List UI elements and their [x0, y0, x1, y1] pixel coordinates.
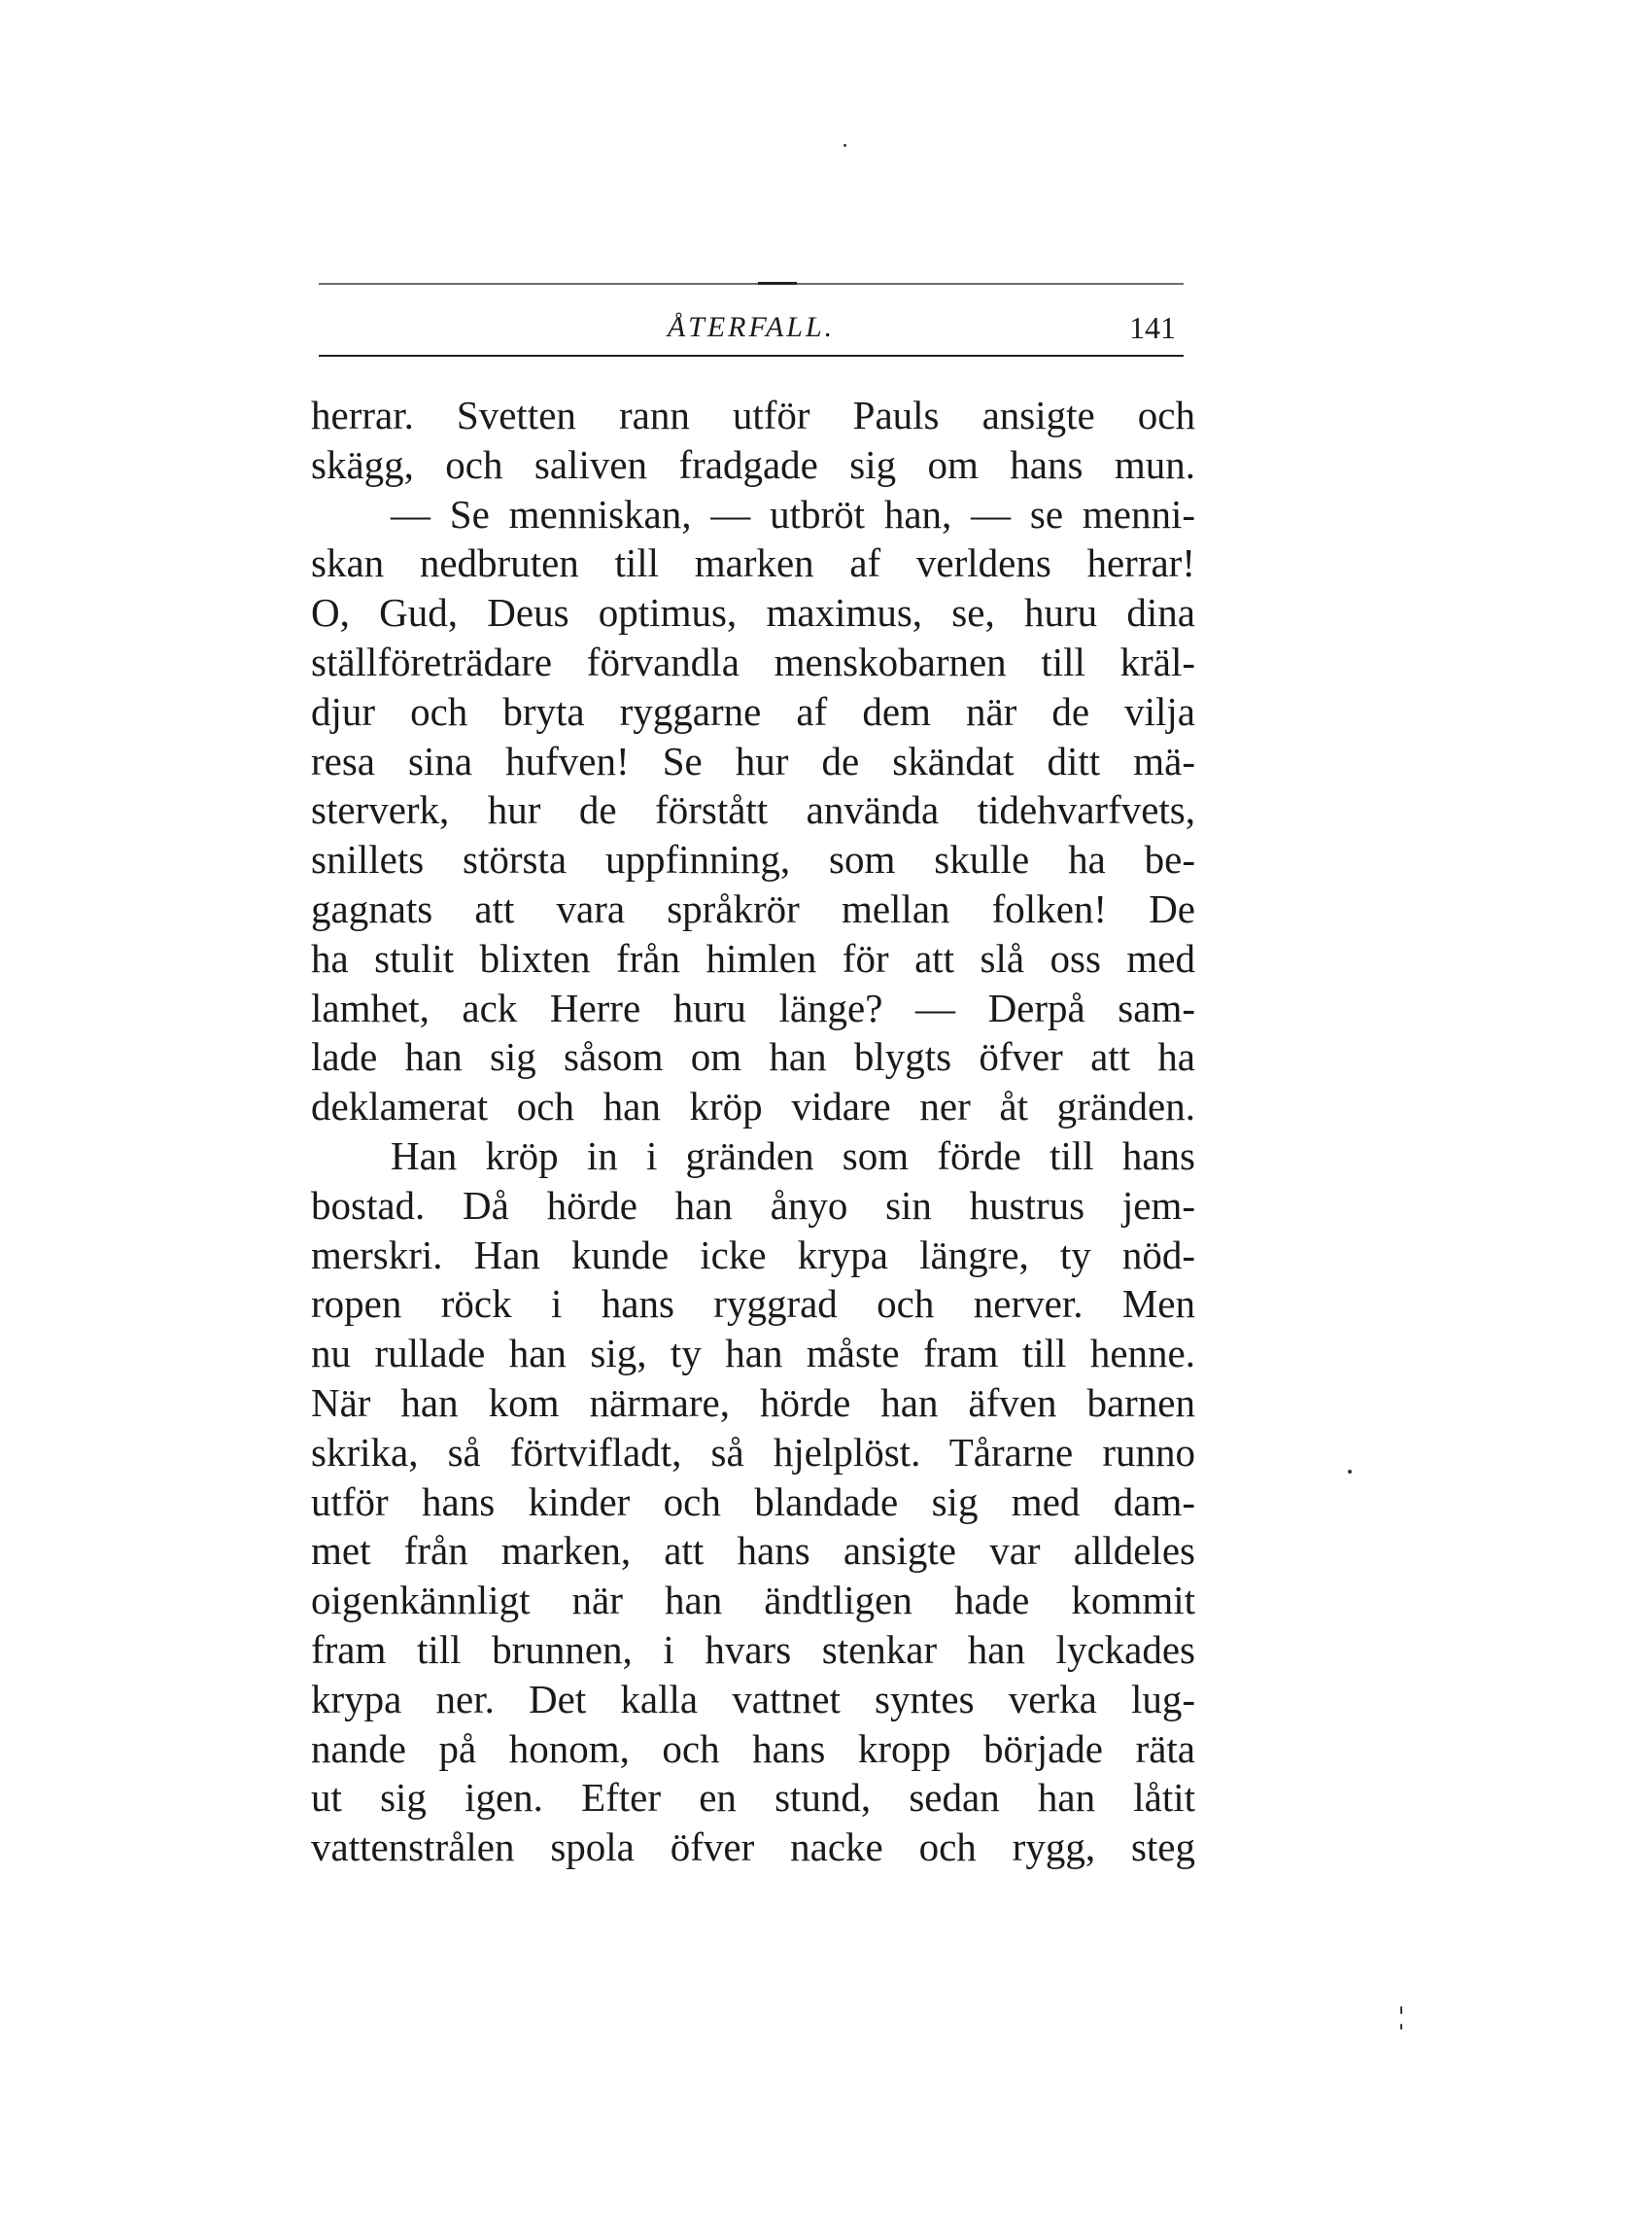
text-line: djur och bryta ryggarne af dem när de vilja	[311, 688, 1195, 734]
text-line: När han kom närmare, hörde han äfven barnen	[311, 1379, 1195, 1425]
text-line: Han kröp in i gränden som förde till hans	[391, 1132, 1195, 1178]
running-head	[319, 303, 1184, 352]
running-title: ÅTERFALL.	[667, 311, 836, 343]
text-line: ropen röck i hans ryggrad och nerver. Men	[311, 1281, 1195, 1327]
text-line: sterverk, hur de förstått använda tidehvarfvets,	[311, 787, 1195, 833]
text-line: gagnats att vara språkrör mellan folken! De	[311, 886, 1195, 931]
text-line: krypa ner. Det kalla vattnet syntes verka lug-	[311, 1676, 1195, 1721]
text-line: bostad. Då hörde han ånyo sin hustrus jem-	[311, 1182, 1195, 1228]
text-line: resa sina hufven! Se hur de skändat ditt mä-	[311, 738, 1195, 783]
header-top-rule-mark	[758, 282, 797, 285]
text-line: nande på honom, och hans kropp började räta	[311, 1725, 1195, 1771]
scan-speck	[1348, 1470, 1352, 1474]
text-line: ut sig igen. Efter en stund, sedan han låtit	[311, 1775, 1195, 1821]
header-bottom-rule	[319, 355, 1184, 357]
text-line: snillets största uppfinning, som skulle ha be-	[311, 837, 1195, 883]
text-line: fram till brunnen, i hvars stenkar han lyckades	[311, 1626, 1195, 1672]
text-line: merskri. Han kunde icke krypa längre, ty nöd-	[311, 1232, 1195, 1277]
header-top-rule	[319, 283, 1184, 285]
text-line: deklamerat och han kröp vidare ner åt gränden.	[311, 1084, 1195, 1129]
text-line: ha stulit blixten från himlen för att slå oss med	[311, 935, 1195, 981]
text-line: oigenkännligt när han ändtligen hade kommit	[311, 1578, 1195, 1623]
text-line: utför hans kinder och blandade sig med dam-	[311, 1478, 1195, 1524]
text-line: met från marken, att hans ansigte var alldeles	[311, 1528, 1195, 1574]
scan-speck	[1400, 2006, 1402, 2014]
text-line: — Se menniskan, — utbröt han, — se menni-	[391, 491, 1195, 537]
scan-speck	[1400, 2024, 1402, 2030]
text-line: herrar. Svetten rann utför Pauls ansigte och	[311, 393, 1195, 437]
text-line: vattenstrålen spola öfver nacke och rygg, steg	[311, 1824, 1195, 1870]
body-text	[311, 391, 1195, 1872]
text-line: ställföreträdare förvandla menskobarnen till kräl-	[311, 639, 1195, 684]
text-line: nu rullade han sig, ty han måste fram till henne.	[311, 1331, 1195, 1376]
page-number: 141	[1129, 310, 1176, 345]
text-line: O, Gud, Deus optimus, maximus, se, huru dina	[311, 590, 1195, 636]
text-line: skan nedbruten till marken af verldens herrar!	[311, 540, 1195, 586]
text-line: lamhet, ack Herre huru länge? — Derpå sam-	[311, 985, 1195, 1030]
text-line: skägg, och saliven fradgade sig om hans mun.	[311, 441, 1195, 487]
text-line: lade han sig såsom om han blygts öfver att ha	[311, 1034, 1195, 1080]
text-line: skrika, så förtvifladt, så hjelplöst. Tårarne runno	[311, 1429, 1195, 1475]
scan-speck	[843, 144, 846, 147]
